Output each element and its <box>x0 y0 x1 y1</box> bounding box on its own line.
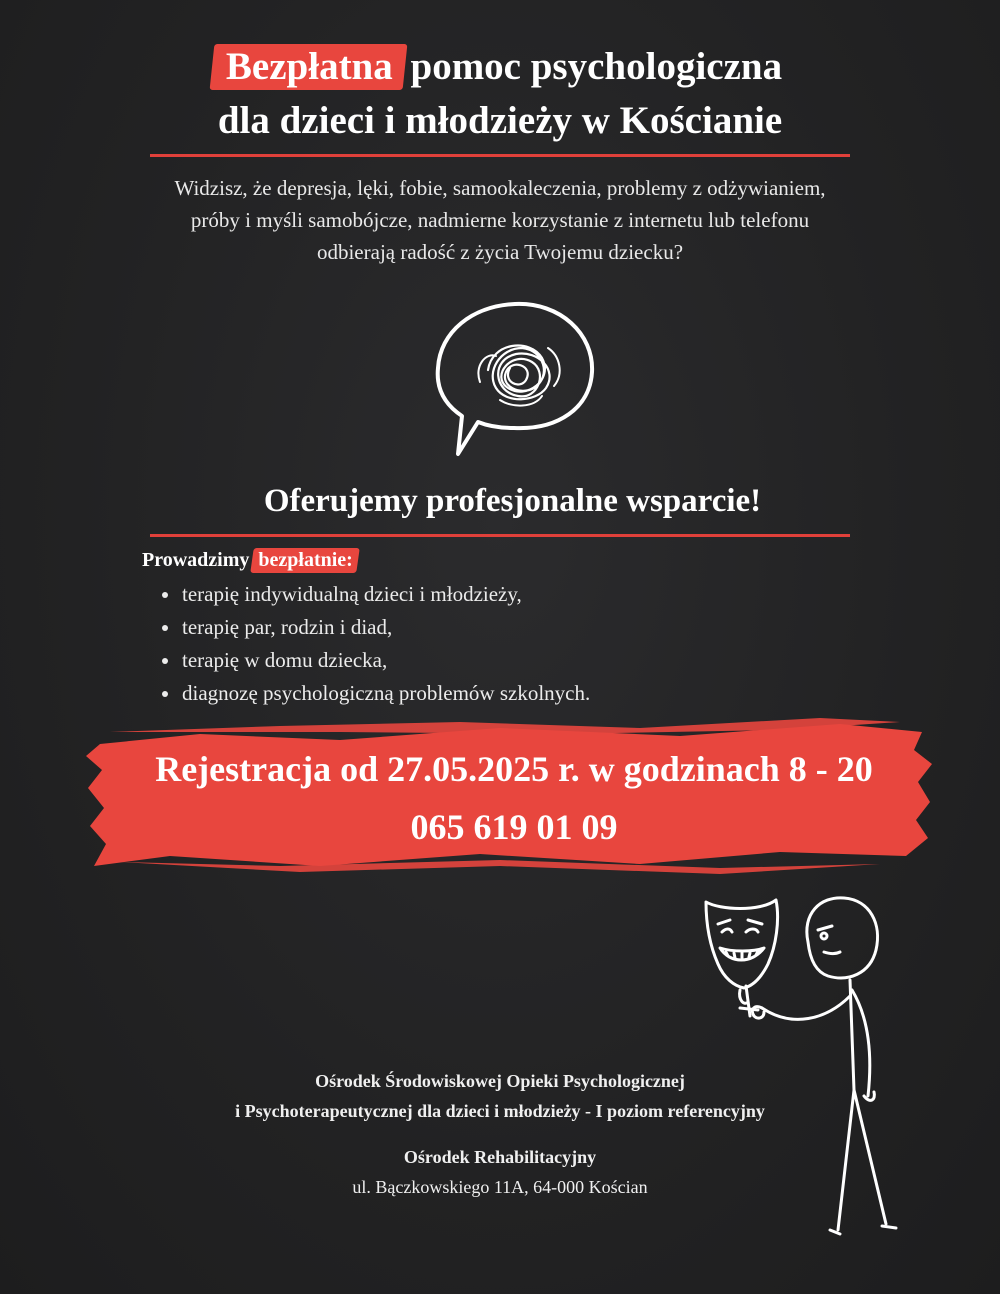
page-title <box>0 40 1000 148</box>
intro-line-3: odbierają radość z życia Twojemu dziecku? <box>316 240 684 264</box>
address: ul. Bączkowskiego 11A, 64-000 Kościan <box>352 1177 648 1197</box>
tangled-thought-bubble-icon <box>430 296 600 461</box>
footer <box>0 1066 1000 1202</box>
org-line-2: i Psychoterapeutycznej dla dzieci i młodzieży - I poziom referencyjny <box>235 1101 765 1121</box>
list-item: terapię indywidualną dzieci i młodzieży, <box>160 578 590 611</box>
title-line-2: dla dzieci i młodzieży w Kościanie <box>217 99 783 142</box>
title-highlight: Bezpłatna <box>218 40 401 94</box>
list-item: terapię par, rodzin i diad, <box>160 611 590 644</box>
intro-text <box>80 172 920 268</box>
services-lead <box>142 546 357 574</box>
services-lead-text: Prowadzimy <box>142 549 250 571</box>
offer-divider <box>150 534 850 537</box>
list-item: diagnozę psychologiczną problemów szkolnych. <box>160 677 590 710</box>
title-line-1-rest: pomoc psychologiczna <box>410 45 783 88</box>
title-line-1 <box>0 40 1000 94</box>
title-divider <box>150 154 850 157</box>
offer-heading: Oferujemy profesjonalne wsparcie! <box>263 483 762 519</box>
registration-info <box>0 740 1000 856</box>
list-item: terapię w domu dziecka, <box>160 644 590 677</box>
services-list <box>160 578 590 710</box>
center-name: Ośrodek Rehabilitacyjny <box>403 1147 597 1167</box>
registration-phone[interactable]: 065 619 01 09 <box>410 807 618 847</box>
intro-line-1: Widzisz, że depresja, lęki, fobie, samookaleczenia, problemy z odżywianiem, <box>174 176 826 200</box>
org-line-1: Ośrodek Środowiskowej Opieki Psychologicznej <box>315 1071 685 1091</box>
services-lead-highlight: bezpłatnie: <box>254 546 356 574</box>
registration-line: Rejestracja od 27.05.2025 r. w godzinach 8 - 20 <box>155 749 873 789</box>
intro-line-2: próby i myśli samobójcze, nadmierne korzystanie z internetu lub telefonu <box>190 208 810 232</box>
